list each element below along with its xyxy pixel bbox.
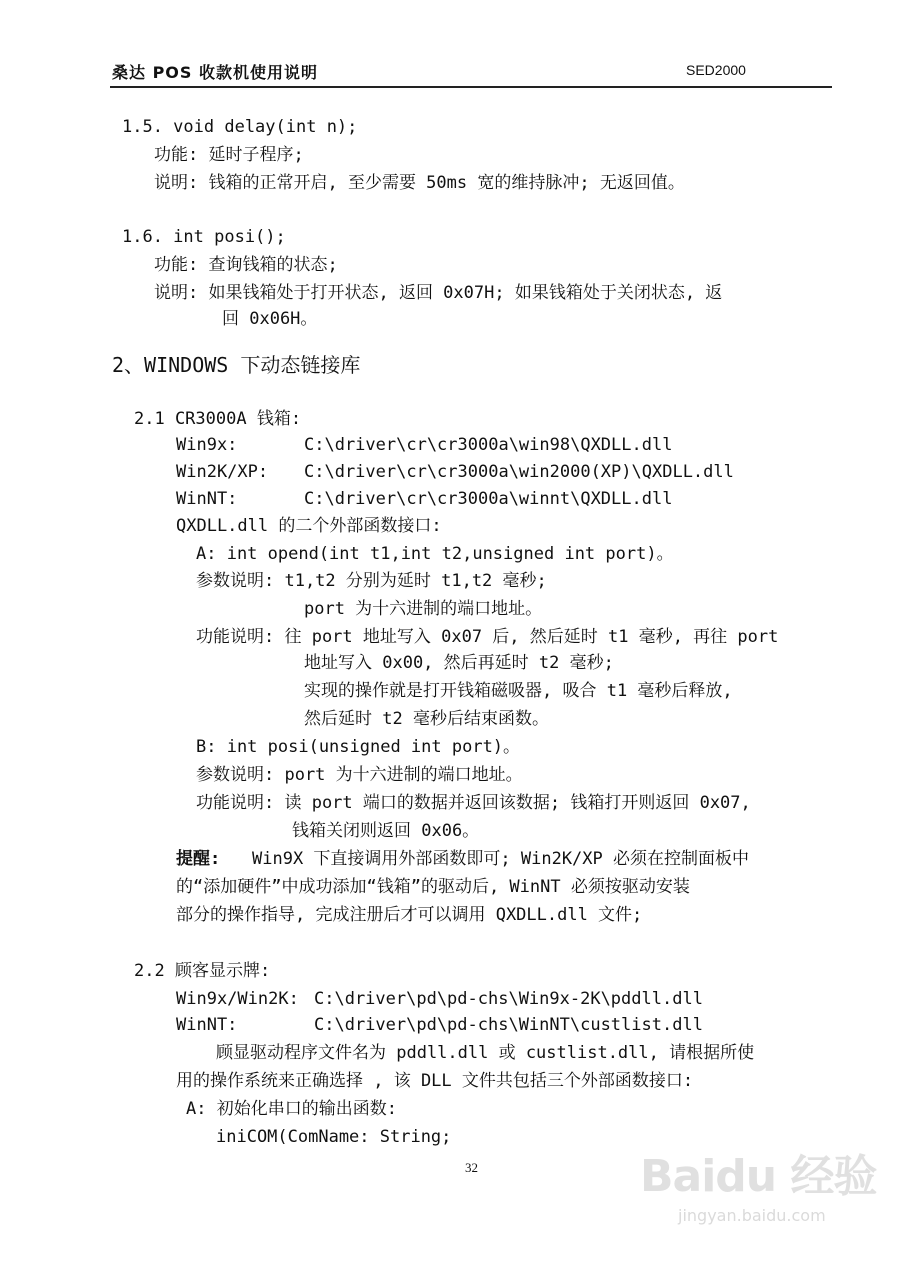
text-line: 用的操作系统来正确选择 , 该 DLL 文件共包括三个外部函数接口: bbox=[176, 1071, 694, 1091]
text-line: Win9x/Win2K: bbox=[176, 989, 299, 1009]
text-line: 2.2 顾客显示牌: bbox=[134, 961, 271, 981]
text-line: 功能: 查询钱箱的状态; bbox=[154, 255, 338, 275]
watermark bbox=[640, 1140, 890, 1250]
text-line: C:\driver\cr\cr3000a\win98\QXDLL.dll bbox=[304, 435, 673, 455]
text-line: 参数说明: t1,t2 分别为延时 t1,t2 毫秒; bbox=[196, 571, 547, 591]
text-line: C:\driver\pd\pd-chs\WinNT\custlist.dll bbox=[314, 1015, 703, 1035]
text-line: 说明: 如果钱箱处于打开状态, 返回 0x07H; 如果钱箱处于关闭状态, 返 bbox=[154, 283, 723, 303]
header-right: SED2000 bbox=[686, 62, 746, 78]
text-line: C:\driver\cr\cr3000a\win2000(XP)\QXDLL.dll bbox=[304, 462, 734, 482]
text-line: iniCOM(ComName: String; bbox=[216, 1127, 452, 1147]
text-line: 部分的操作指导, 完成注册后才可以调用 QXDLL.dll 文件; bbox=[176, 905, 643, 925]
text-line: Win9x: bbox=[176, 435, 238, 455]
text-line: 然后延时 t2 毫秒后结束函数。 bbox=[304, 709, 549, 729]
text-line: Win2K/XP: bbox=[176, 462, 269, 482]
text-line: 功能: 延时子程序; bbox=[154, 145, 304, 165]
text-line: 2.1 CR3000A 钱箱: bbox=[134, 409, 302, 429]
remind-label: 提醒: bbox=[176, 849, 221, 869]
watermark-url: jingyan.baidu.com bbox=[678, 1206, 826, 1225]
text-line: 功能说明: 读 port 端口的数据并返回该数据; 钱箱打开则返回 0x07, bbox=[196, 793, 751, 813]
text-line: port 为十六进制的端口地址。 bbox=[304, 599, 543, 619]
text-line: 地址写入 0x00, 然后再延时 t2 毫秒; bbox=[304, 653, 614, 673]
header-rule bbox=[110, 86, 832, 88]
text-line: 说明: 钱箱的正常开启, 至少需要 50ms 宽的维持脉冲; 无返回值。 bbox=[154, 173, 685, 193]
text-line: WinNT: bbox=[176, 489, 238, 509]
baidu-logo: Baidu 经验 bbox=[640, 1151, 877, 1202]
text-line: 1.5. void delay(int n); bbox=[122, 117, 358, 137]
text-line: C:\driver\cr\cr3000a\winnt\QXDLL.dll bbox=[304, 489, 673, 509]
text-line: 钱箱关闭则返回 0x06。 bbox=[292, 821, 480, 841]
text-line: B: int posi(unsigned int port)。 bbox=[196, 737, 521, 757]
text-line: C:\driver\pd\pd-chs\Win9x-2K\pddll.dll bbox=[314, 989, 703, 1009]
text-line: A: int opend(int t1,int t2,unsigned int port)。 bbox=[196, 544, 674, 564]
text-line: 回 0x06H。 bbox=[222, 309, 318, 329]
text-line: 参数说明: port 为十六进制的端口地址。 bbox=[196, 765, 523, 785]
text-line: 功能说明: 往 port 地址写入 0x07 后, 然后延时 t1 毫秒, 再往 port bbox=[196, 627, 779, 647]
text-line: 的“添加硬件”中成功添加“钱箱”的驱动后, WinNT 必须按驱动安装 bbox=[176, 877, 690, 897]
header-left: 桑达 POS 收款机使用说明 bbox=[112, 63, 318, 82]
text-line: 1.6. int posi(); bbox=[122, 227, 286, 247]
page-number: 32 bbox=[465, 1160, 478, 1175]
text-line: QXDLL.dll 的二个外部函数接口: bbox=[176, 516, 442, 536]
text-line: Win9X 下直接调用外部函数即可; Win2K/XP 必须在控制面板中 bbox=[252, 849, 749, 869]
section-title: 2、WINDOWS 下动态链接库 bbox=[112, 353, 361, 377]
text-line: 顾显驱动程序文件名为 pddll.dll 或 custlist.dll, 请根据所使 bbox=[216, 1043, 755, 1063]
text-line: WinNT: bbox=[176, 1015, 238, 1035]
text-line: 实现的操作就是打开钱箱磁吸器, 吸合 t1 毫秒后释放, bbox=[304, 681, 733, 701]
text-line: A: 初始化串口的输出函数: bbox=[186, 1099, 397, 1119]
